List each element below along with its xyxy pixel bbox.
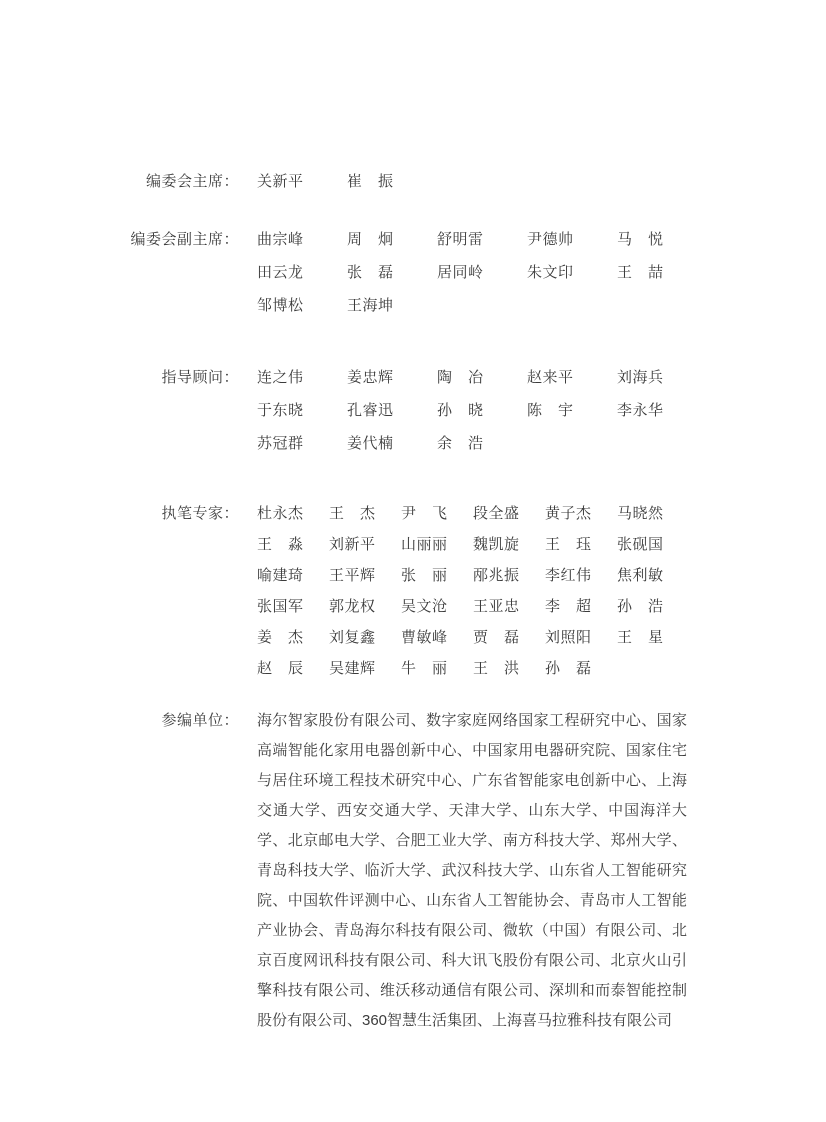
section-content-guidance-advisors <box>257 361 707 460</box>
name-item: 邹博松 <box>257 297 304 314</box>
name-item: 焦利敏 <box>617 567 664 584</box>
name-row <box>257 560 689 591</box>
name-item: 杜永杰 <box>257 505 304 522</box>
name-item: 刘复鑫 <box>329 629 376 646</box>
organization-line: 产业协会、青岛海尔科技有限公司、微软（中国）有限公司、北 <box>257 922 687 939</box>
name-item: 牛 丽 <box>401 660 448 677</box>
name-row <box>257 289 707 322</box>
organization-list <box>257 706 687 1036</box>
name-item: 尹 飞 <box>401 505 448 522</box>
name-item: 姜 杰 <box>257 629 304 646</box>
name-item: 李永华 <box>617 402 664 419</box>
organization-line: 交通大学、西安交通大学、天津大学、山东大学、中国海洋大 <box>257 802 687 819</box>
organization-line: 院、中国软件评测中心、山东省人工智能协会、青岛市人工智能 <box>257 892 687 909</box>
name-item: 王平辉 <box>329 567 376 584</box>
name-item: 曲宗峰 <box>257 231 304 248</box>
name-item: 周 炯 <box>347 231 394 248</box>
section-label-participating-organizations: 参编单位： <box>161 712 239 729</box>
section-content-writing-experts <box>257 498 689 684</box>
name-item: 李红伟 <box>545 567 592 584</box>
name-item: 山丽丽 <box>401 536 448 553</box>
name-item: 吴建辉 <box>329 660 376 677</box>
name-item: 孙 磊 <box>545 660 592 677</box>
name-item: 陶 冶 <box>437 369 484 386</box>
organization-line: 擎科技有限公司、维沃移动通信有限公司、深圳和而泰智能控制 <box>257 982 687 999</box>
name-item: 刘海兵 <box>617 369 664 386</box>
name-item: 王 淼 <box>257 536 304 553</box>
name-item: 王 星 <box>617 629 664 646</box>
name-row <box>257 361 707 394</box>
name-row <box>257 394 707 427</box>
name-item: 姜代楠 <box>347 435 394 452</box>
name-item: 王 珏 <box>545 536 592 553</box>
section-label-editorial-committee-chairman: 编委会主席： <box>145 173 239 190</box>
name-item: 崔 振 <box>347 173 394 190</box>
name-item: 赵来平 <box>527 369 574 386</box>
name-item: 于东晓 <box>257 402 304 419</box>
name-item: 王 洪 <box>473 660 520 677</box>
name-item: 舒明雷 <box>437 231 484 248</box>
name-item: 孙 晓 <box>437 402 484 419</box>
name-item: 王亚忠 <box>473 598 520 615</box>
organization-line: 青岛科技大学、临沂大学、武汉科技大学、山东省人工智能研究 <box>257 862 687 879</box>
organization-line: 与居住环境工程技术研究中心、广东省智能家电创新中心、上海 <box>257 772 687 789</box>
name-item: 连之伟 <box>257 369 304 386</box>
name-item: 喻建琦 <box>257 567 304 584</box>
name-row <box>257 165 707 198</box>
name-item: 尹德帅 <box>527 231 574 248</box>
name-item: 田云龙 <box>257 264 304 281</box>
name-item: 王 喆 <box>617 264 664 281</box>
section-content-participating-organizations <box>257 706 687 1036</box>
organization-line: 学、北京邮电大学、合肥工业大学、南方科技大学、郑州大学、 <box>257 832 687 849</box>
name-item: 刘新平 <box>329 536 376 553</box>
name-item: 黄子杰 <box>545 505 592 522</box>
name-row <box>257 256 707 289</box>
name-row <box>257 498 689 529</box>
name-row <box>257 591 689 622</box>
organization-line: 海尔智家股份有限公司、数字家庭网络国家工程研究中心、国家 <box>257 712 687 729</box>
name-row <box>257 223 707 256</box>
organization-line: 高端智能化家用电器创新中心、中国家用电器研究院、国家住宅 <box>257 742 687 759</box>
section-label-writing-experts: 执笔专家： <box>161 505 239 522</box>
name-row <box>257 653 689 684</box>
section-content-editorial-committee-vice-chairmen <box>257 223 707 322</box>
name-item: 关新平 <box>257 173 304 190</box>
name-item: 姜忠辉 <box>347 369 394 386</box>
name-item: 孙 浩 <box>617 598 664 615</box>
name-item: 张砚国 <box>617 536 664 553</box>
name-item: 赵 辰 <box>257 660 304 677</box>
name-item: 刘照阳 <box>545 629 592 646</box>
name-row <box>257 427 707 460</box>
section-label-editorial-committee-vice-chairmen: 编委会副主席： <box>130 231 239 248</box>
name-item: 张国军 <box>257 598 304 615</box>
name-item: 张 丽 <box>401 567 448 584</box>
name-item: 朱文印 <box>527 264 574 281</box>
name-item: 曹敏峰 <box>401 629 448 646</box>
name-item: 魏凯旋 <box>473 536 520 553</box>
name-item: 邴兆振 <box>473 567 520 584</box>
organization-line: 京百度网讯科技有限公司、科大讯飞股份有限公司、北京火山引 <box>257 952 687 969</box>
section-label-guidance-advisors: 指导顾问： <box>161 369 239 386</box>
name-item: 郭龙权 <box>329 598 376 615</box>
name-item: 余 浩 <box>437 435 484 452</box>
name-row <box>257 529 689 560</box>
name-item: 张 磊 <box>347 264 394 281</box>
name-item: 李 超 <box>545 598 592 615</box>
name-item: 苏冠群 <box>257 435 304 452</box>
name-item: 陈 宇 <box>527 402 574 419</box>
section-content-editorial-committee-chairman <box>257 165 707 198</box>
name-item: 马 悦 <box>617 231 664 248</box>
name-item: 居同岭 <box>437 264 484 281</box>
name-item: 段全盛 <box>473 505 520 522</box>
name-item: 贾 磊 <box>473 629 520 646</box>
organization-line: 股份有限公司、360智慧生活集团、上海喜马拉雅科技有限公司 <box>257 1012 673 1029</box>
name-item: 孔睿迅 <box>347 402 394 419</box>
name-item: 王海坤 <box>347 297 394 314</box>
name-item: 马晓然 <box>617 505 664 522</box>
name-item: 吴文沧 <box>401 598 448 615</box>
name-item: 王 杰 <box>329 505 376 522</box>
name-row <box>257 622 689 653</box>
